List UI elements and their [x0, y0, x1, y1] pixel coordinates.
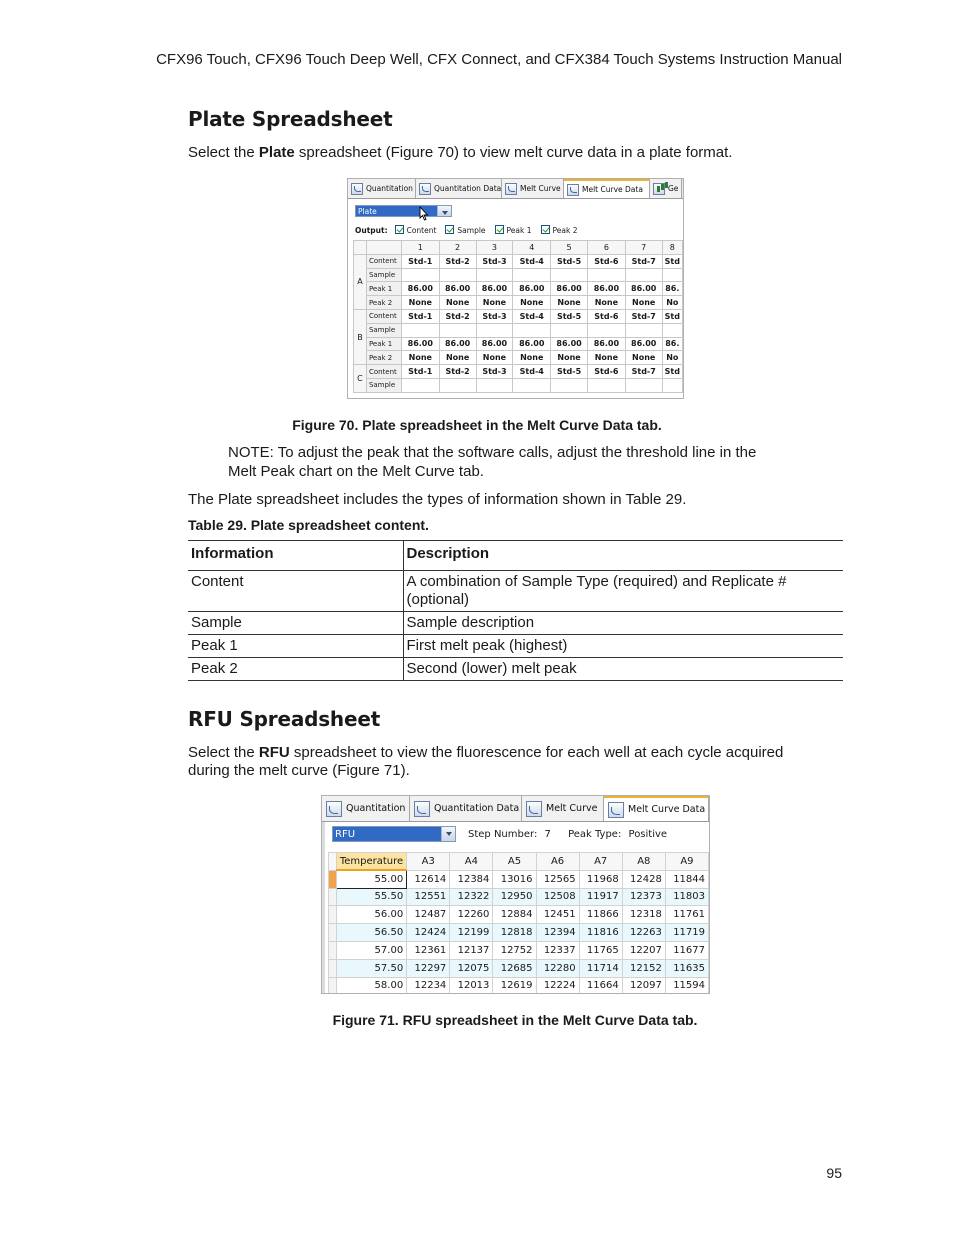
chevron-down-icon[interactable]	[441, 827, 455, 841]
plate-cell[interactable]: 86.00	[625, 282, 662, 296]
rfu-intro-line-2: during the melt curve (Figure 71).	[188, 762, 410, 779]
plate-row	[354, 309, 683, 323]
column-header: 6	[587, 241, 625, 255]
plate-intro: Select the Plate spreadsheet (Figure 70) to view melt curve data in a plate format.	[188, 144, 733, 161]
description-cell: Second (lower) melt peak	[403, 658, 843, 681]
rfu-cell[interactable]: 12280	[536, 959, 579, 977]
plate-cell[interactable]	[662, 268, 682, 282]
plate-cell[interactable]	[551, 323, 588, 337]
plate-cell[interactable]: Std-4	[513, 309, 551, 323]
tab-label: Melt Curve	[546, 803, 598, 814]
plate-cell[interactable]: None	[625, 351, 662, 365]
plate-cell[interactable]: Std-7	[625, 254, 662, 268]
tab-melt-curve-data[interactable]	[604, 796, 709, 821]
plate-row	[354, 351, 683, 365]
row-label: Peak 1	[366, 337, 401, 351]
table-row	[188, 658, 843, 681]
temperature-cell[interactable]: 55.50	[336, 888, 406, 906]
plate-cell[interactable]: 86.	[662, 282, 682, 296]
chart-icon	[351, 183, 363, 195]
section-title-rfu: RFU Spreadsheet	[188, 707, 381, 731]
row-label: Sample	[366, 268, 401, 282]
plate-cell[interactable]: 86.00	[587, 337, 625, 351]
rfu-cell[interactable]: 12614	[407, 870, 450, 888]
column-header: 2	[439, 241, 476, 255]
plate-cell[interactable]: None	[551, 351, 588, 365]
column-header: 4	[513, 241, 551, 255]
rfu-cell[interactable]: 12487	[407, 906, 450, 924]
rfu-cell[interactable]: 12199	[450, 924, 493, 942]
plate-cell[interactable]: 86.00	[401, 337, 439, 351]
running-header: CFX96 Touch, CFX96 Touch Deep Well, CFX Connect, and CFX384 Touch Systems Instruction Manual	[156, 51, 842, 68]
column-header[interactable]: Temperature	[336, 853, 406, 871]
rfu-grid	[328, 852, 709, 994]
plate-cell[interactable]: None	[476, 351, 513, 365]
rfu-cell[interactable]: 12373	[622, 888, 665, 906]
row-label: Content	[366, 254, 401, 268]
plate-cell[interactable]	[551, 268, 588, 282]
plate-cell[interactable]: None	[401, 351, 439, 365]
rfu-cell[interactable]: 11844	[665, 870, 708, 888]
column-header[interactable]: A6	[536, 853, 579, 871]
information-cell: Sample	[188, 612, 403, 635]
rfu-cell[interactable]: 12260	[450, 906, 493, 924]
spreadsheet-select[interactable]	[332, 826, 456, 842]
header-description: Description	[403, 541, 843, 571]
plate-cell[interactable]: None	[513, 296, 551, 310]
temperature-cell[interactable]: 56.00	[336, 906, 406, 924]
spreadsheet-select-value: Plate	[356, 206, 437, 216]
column-header[interactable]: A4	[450, 853, 493, 871]
tab-label: Quantitation Data	[434, 184, 502, 193]
plate-cell[interactable]: Std-6	[587, 309, 625, 323]
plate-row	[354, 296, 683, 310]
note-line-2: Melt Peak chart on the Melt Curve tab.	[228, 463, 484, 480]
plate-cell[interactable]: Std-4	[513, 365, 551, 379]
checkbox-checked-icon[interactable]	[445, 225, 454, 234]
plate-cell[interactable]: Std-2	[439, 254, 476, 268]
plate-cell[interactable]	[625, 378, 662, 392]
plate-cell[interactable]	[439, 378, 476, 392]
checkbox-checked-icon[interactable]	[495, 225, 504, 234]
tab-melt-curve[interactable]	[502, 179, 564, 198]
row-label: Content	[366, 309, 401, 323]
rfu-cell[interactable]: 11677	[665, 941, 708, 959]
rfu-cell[interactable]: 12752	[493, 941, 536, 959]
rfu-cell[interactable]: 11714	[579, 959, 622, 977]
corner-cell	[354, 241, 367, 255]
plate-cell[interactable]: Std-5	[551, 254, 588, 268]
output-option-peak-1[interactable]: Peak 1	[495, 225, 532, 235]
table-header-row	[188, 541, 843, 571]
plate-cell[interactable]: Std-1	[401, 365, 439, 379]
plate-cell[interactable]: None	[551, 296, 588, 310]
step-number-label: Step Number:	[468, 829, 538, 840]
rfu-cell[interactable]: 12361	[407, 941, 450, 959]
figure-71-screenshot	[321, 795, 710, 994]
column-header: 3	[476, 241, 513, 255]
plate-cell[interactable]: Std-1	[401, 309, 439, 323]
tab-label: Melt Curve Data	[628, 804, 706, 815]
information-cell: Peak 1	[188, 635, 403, 658]
description-cell: First melt peak (highest)	[403, 635, 843, 658]
plate-row	[354, 268, 683, 282]
plate-cell[interactable]: Std-4	[513, 254, 551, 268]
plate-cell[interactable]: Std-6	[587, 365, 625, 379]
tab-label: Quantitation	[366, 184, 413, 193]
row-label: Peak 2	[366, 351, 401, 365]
plate-cell[interactable]: 86.00	[551, 337, 588, 351]
chart-icon	[505, 183, 517, 195]
rfu-row	[329, 906, 709, 924]
plate-row	[354, 282, 683, 296]
rfu-row	[329, 870, 709, 888]
chart-icon	[567, 184, 579, 196]
plate-cell[interactable]: Std-2	[439, 365, 476, 379]
chart-icon	[608, 802, 624, 818]
rfu-cell[interactable]: 12384	[450, 870, 493, 888]
rfu-cell[interactable]: 12322	[450, 888, 493, 906]
column-header: 7	[625, 241, 662, 255]
plate-cell[interactable]	[401, 323, 439, 337]
note-line-1: NOTE: To adjust the peak that the software calls, adjust the threshold line in the	[228, 444, 757, 461]
information-cell: Peak 2	[188, 658, 403, 681]
description-cell: A combination of Sample Type (required) and Replicate # (optional)	[403, 571, 843, 612]
plate-row	[354, 337, 683, 351]
plate-cell[interactable]	[625, 268, 662, 282]
column-header: 8	[662, 241, 682, 255]
plate-cell[interactable]: Std	[662, 365, 682, 379]
tab-label: Quantitation	[346, 803, 406, 814]
rfu-cell[interactable]: 12451	[536, 906, 579, 924]
column-header: 5	[551, 241, 588, 255]
plate-cell[interactable]: No	[662, 296, 682, 310]
plate-cell[interactable]: 86.	[662, 337, 682, 351]
row-label: Sample	[366, 323, 401, 337]
plate-cell[interactable]: None	[439, 296, 476, 310]
rfu-row	[329, 959, 709, 977]
row-label: Content	[366, 365, 401, 379]
plate-cell[interactable]: None	[587, 296, 625, 310]
table-row	[188, 612, 843, 635]
checkbox-checked-icon[interactable]	[395, 225, 404, 234]
tab-bar	[322, 796, 709, 822]
plate-cell[interactable]: None	[401, 296, 439, 310]
column-header[interactable]: A5	[493, 853, 536, 871]
rfu-cell[interactable]: 12685	[493, 959, 536, 977]
plate-cell[interactable]: Std	[662, 254, 682, 268]
rfu-cell[interactable]: 11719	[665, 924, 708, 942]
rfu-cell[interactable]: 13016	[493, 870, 536, 888]
bar-chart-icon	[653, 183, 665, 195]
row-letter: B	[354, 309, 367, 364]
row-header[interactable]	[329, 870, 337, 888]
temperature-cell[interactable]: 58.00	[336, 977, 406, 994]
rfu-cell[interactable]: 12394	[536, 924, 579, 942]
plate-cell[interactable]	[625, 323, 662, 337]
tab-quantitation[interactable]	[322, 796, 410, 821]
tab-label: Melt Curve Data	[582, 185, 643, 194]
column-header[interactable]: A9	[665, 853, 708, 871]
rfu-cell[interactable]: 12337	[536, 941, 579, 959]
plate-row	[354, 378, 683, 392]
table-29-caption: Table 29. Plate spreadsheet content.	[188, 517, 429, 533]
chart-icon	[326, 801, 342, 817]
rfu-cell[interactable]: 11968	[579, 870, 622, 888]
plate-cell[interactable]	[439, 268, 476, 282]
page-number: 95	[826, 1165, 842, 1181]
plate-cell[interactable]: Std-7	[625, 365, 662, 379]
tab-quantitation-data[interactable]	[416, 179, 502, 198]
rfu-cell[interactable]: 11761	[665, 906, 708, 924]
row-header[interactable]	[329, 888, 337, 906]
output-option-content[interactable]: Content	[395, 225, 437, 235]
plate-cell[interactable]: 86.00	[476, 282, 513, 296]
step-number-value: 7	[544, 829, 551, 840]
plate-cell[interactable]: None	[513, 351, 551, 365]
column-header: 1	[401, 241, 439, 255]
rfu-cell[interactable]: 11866	[579, 906, 622, 924]
rfu-cell[interactable]: 12508	[536, 888, 579, 906]
header-information: Information	[188, 541, 403, 571]
rfu-cell[interactable]: 12818	[493, 924, 536, 942]
peak-type-label: Peak Type:	[568, 829, 622, 840]
column-header[interactable]: A3	[407, 853, 450, 871]
plate-cell[interactable]: 86.00	[513, 337, 551, 351]
chart-icon	[526, 801, 542, 817]
rfu-intro-line-1: Select the RFU spreadsheet to view the fluorescence for each well at each cycle acquired	[188, 744, 784, 761]
rfu-cell[interactable]: 12013	[450, 977, 493, 994]
plate-cell[interactable]	[476, 323, 513, 337]
output-option-peak-2[interactable]: Peak 2	[541, 225, 578, 235]
plate-cell[interactable]: No	[662, 351, 682, 365]
plate-cell[interactable]	[476, 268, 513, 282]
row-header[interactable]	[329, 906, 337, 924]
rfu-row	[329, 924, 709, 942]
temperature-cell[interactable]: 57.00	[336, 941, 406, 959]
rfu-header-row	[329, 853, 709, 871]
rfu-cell[interactable]: 12619	[493, 977, 536, 994]
rfu-cell[interactable]: 12950	[493, 888, 536, 906]
plate-cell[interactable]: None	[625, 296, 662, 310]
plate-cell[interactable]	[662, 378, 682, 392]
column-header[interactable]: A7	[579, 853, 622, 871]
plate-cell[interactable]	[401, 268, 439, 282]
rfu-row	[329, 888, 709, 906]
plate-cell[interactable]	[513, 378, 551, 392]
plate-cell[interactable]	[662, 323, 682, 337]
rfu-cell[interactable]: 12884	[493, 906, 536, 924]
output-option-sample[interactable]: Sample	[445, 225, 485, 235]
plate-cell[interactable]: 86.00	[513, 282, 551, 296]
row-header[interactable]	[329, 959, 337, 977]
tab-label: Quantitation Data	[434, 803, 520, 814]
rfu-cell[interactable]: 12428	[622, 870, 665, 888]
table-29	[188, 540, 843, 681]
table-row	[188, 571, 843, 612]
row-header[interactable]	[329, 924, 337, 942]
plate-cell[interactable]: 86.00	[625, 337, 662, 351]
plate-row	[354, 365, 683, 379]
rfu-cell[interactable]: 11635	[665, 959, 708, 977]
column-header[interactable]: A8	[622, 853, 665, 871]
rfu-cell[interactable]: 12318	[622, 906, 665, 924]
temperature-cell[interactable]: 56.50	[336, 924, 406, 942]
rfu-cell[interactable]: 11816	[579, 924, 622, 942]
plate-header-row	[354, 241, 683, 255]
tab-bar	[348, 179, 683, 199]
plate-cell[interactable]: Std-5	[551, 309, 588, 323]
plate-cell[interactable]: 86.00	[401, 282, 439, 296]
description-cell: Sample description	[403, 612, 843, 635]
rfu-cell[interactable]: 11664	[579, 977, 622, 994]
plate-cell[interactable]: Std-6	[587, 254, 625, 268]
plate-cell[interactable]: 86.00	[439, 282, 476, 296]
rfu-row	[329, 977, 709, 994]
rfu-cell[interactable]: 12097	[622, 977, 665, 994]
row-label: Peak 1	[366, 282, 401, 296]
plate-cell[interactable]: Std-7	[625, 309, 662, 323]
plate-cell[interactable]: 86.00	[476, 337, 513, 351]
figure-71-caption: Figure 71. RFU spreadsheet in the Melt Curve Data tab.	[332, 1012, 698, 1028]
tab-label: Ge	[668, 184, 679, 193]
temperature-cell[interactable]: 55.00	[336, 870, 406, 888]
information-cell: Content	[188, 571, 403, 612]
plate-cell[interactable]: Std-5	[551, 365, 588, 379]
plate-cell[interactable]: 86.00	[551, 282, 588, 296]
rfu-cell[interactable]: 12137	[450, 941, 493, 959]
chart-icon	[419, 183, 431, 195]
output-label: Output:	[355, 225, 388, 235]
plate-cell[interactable]	[587, 268, 625, 282]
plate-cell[interactable]	[551, 378, 588, 392]
rfu-cell[interactable]: 11917	[579, 888, 622, 906]
temperature-cell[interactable]: 57.50	[336, 959, 406, 977]
plate-cell[interactable]: Std-3	[476, 254, 513, 268]
rfu-cell[interactable]: 12551	[407, 888, 450, 906]
plate-cell[interactable]	[587, 378, 625, 392]
plate-cell[interactable]: None	[439, 351, 476, 365]
tab-quantitation-data[interactable]	[410, 796, 522, 821]
rfu-cell[interactable]: 12224	[536, 977, 579, 994]
chart-icon	[414, 801, 430, 817]
plate-cell[interactable]	[513, 323, 551, 337]
row-letter: A	[354, 254, 367, 309]
row-letter: C	[354, 365, 367, 393]
peak-type-value: Positive	[628, 829, 668, 840]
corner-cell	[329, 853, 337, 871]
plate-cell[interactable]	[439, 323, 476, 337]
plate-row	[354, 254, 683, 268]
plate-cell[interactable]: Std-3	[476, 365, 513, 379]
plate-cell[interactable]: Std	[662, 309, 682, 323]
rfu-cell[interactable]: 12263	[622, 924, 665, 942]
plate-cell[interactable]: 86.00	[587, 282, 625, 296]
rfu-cell[interactable]: 12234	[407, 977, 450, 994]
row-header[interactable]	[329, 977, 337, 994]
row-label: Peak 2	[366, 296, 401, 310]
plate-cell[interactable]: None	[587, 351, 625, 365]
rfu-cell[interactable]: 11765	[579, 941, 622, 959]
spreadsheet-select[interactable]	[355, 205, 452, 217]
rfu-cell[interactable]: 11803	[665, 888, 708, 906]
table-row	[188, 635, 843, 658]
output-options	[355, 225, 577, 235]
row-header[interactable]	[329, 941, 337, 959]
plate-cell[interactable]: 86.00	[439, 337, 476, 351]
plate-cell[interactable]: Std-2	[439, 309, 476, 323]
rfu-cell[interactable]: 12152	[622, 959, 665, 977]
section-title-plate: Plate Spreadsheet	[188, 107, 393, 131]
plate-cell[interactable]: Std-1	[401, 254, 439, 268]
plate-cell[interactable]	[401, 378, 439, 392]
rfu-cell[interactable]: 12075	[450, 959, 493, 977]
mouse-cursor-icon	[419, 206, 429, 222]
figure-70-screenshot	[347, 178, 684, 399]
tab-label: Melt Curve	[520, 184, 561, 193]
rfu-row	[329, 941, 709, 959]
row-label: Sample	[366, 378, 401, 392]
rfu-cell[interactable]: 12297	[407, 959, 450, 977]
plate-cell[interactable]	[513, 268, 551, 282]
tab-melt-curve[interactable]	[522, 796, 604, 821]
table-29-intro: The Plate spreadsheet includes the types of information shown in Table 29.	[188, 491, 687, 508]
plate-cell[interactable]	[476, 378, 513, 392]
plate-grid	[353, 240, 683, 393]
plate-cell[interactable]: Std-3	[476, 309, 513, 323]
plate-cell[interactable]	[587, 323, 625, 337]
rfu-cell[interactable]: 12207	[622, 941, 665, 959]
rfu-cell[interactable]: 12565	[536, 870, 579, 888]
figure-70-caption: Figure 70. Plate spreadsheet in the Melt Curve Data tab.	[292, 417, 662, 433]
rfu-cell[interactable]: 12424	[407, 924, 450, 942]
corner-cell	[366, 241, 401, 255]
tab-ge[interactable]	[650, 179, 682, 198]
plate-row	[354, 323, 683, 337]
tab-quantitation[interactable]	[348, 179, 416, 198]
chevron-down-icon[interactable]	[437, 206, 451, 216]
tab-melt-curve-data[interactable]	[564, 179, 650, 198]
plate-cell[interactable]: None	[476, 296, 513, 310]
step-info	[468, 829, 667, 840]
checkbox-checked-icon[interactable]	[541, 225, 550, 234]
spreadsheet-select-value: RFU	[333, 827, 441, 841]
rfu-cell[interactable]: 11594	[665, 977, 708, 994]
